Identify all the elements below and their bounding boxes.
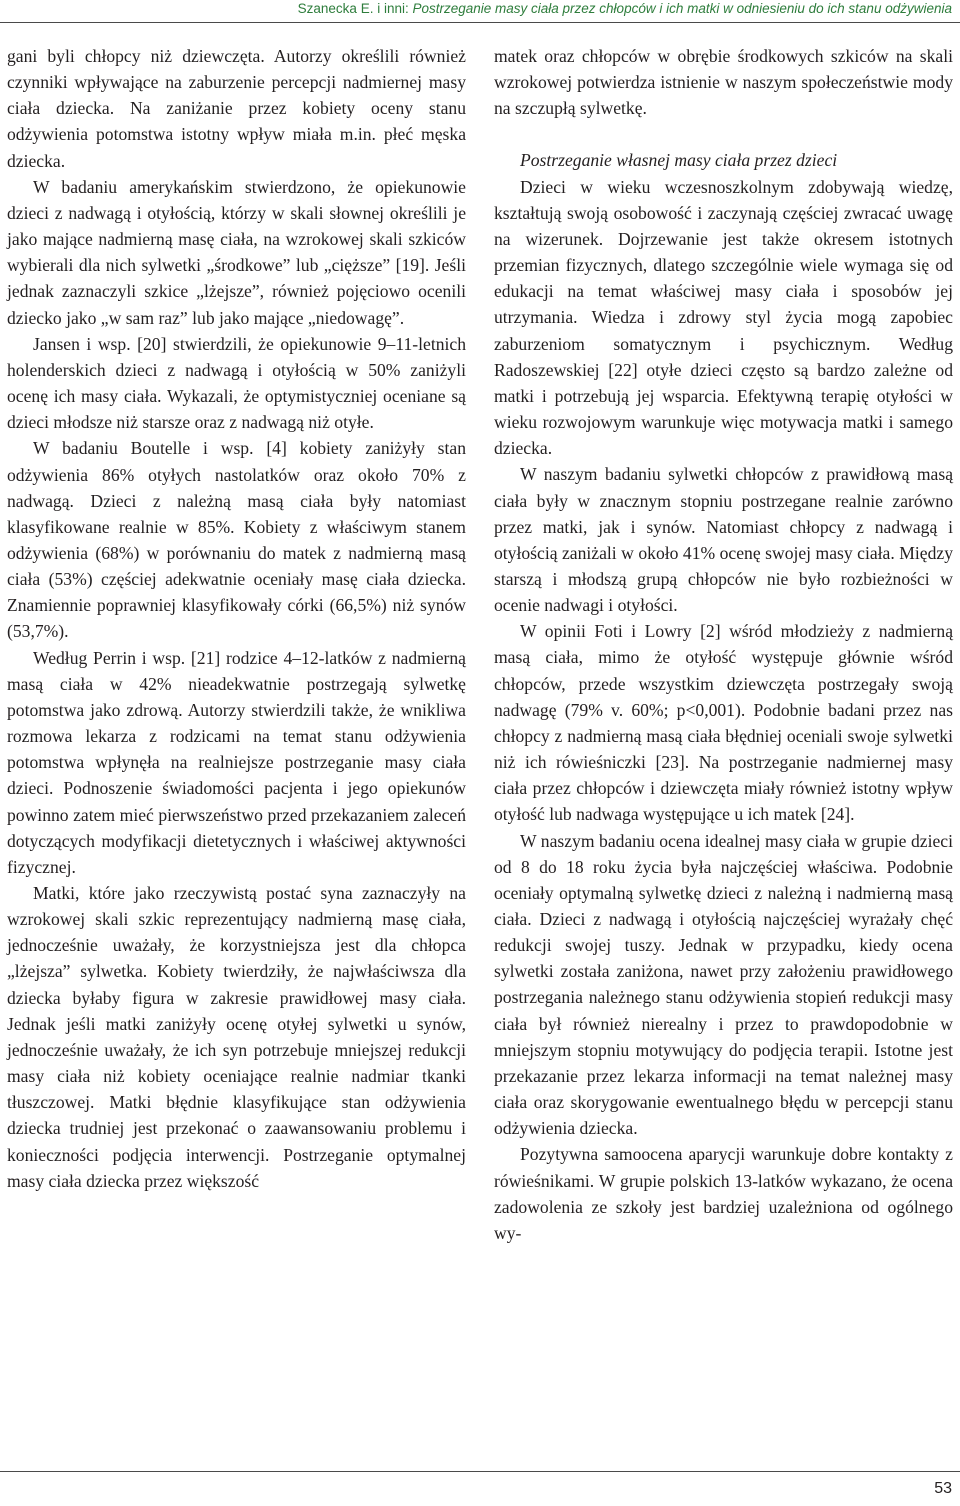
left-column xyxy=(7,43,466,1194)
running-header-text xyxy=(298,1,952,16)
paragraph: W badaniu amerykańskim stwierdzono, że opiekunowie dzieci z nadwagą i otyłością, którzy w skali słownej określili je jako mające nadmierną masę ciała, na wzrokowej skali szkiców wybierali dla nich sylwetki „środkowe” lub „cięższe” [19]. Jeśli jednak zaznaczyli szkice „lżejsze”, również pojęciowo ocenili dziecko jako „w sam raz” lub jako mające „niedowagę”. xyxy=(7,176,466,328)
paragraph: Pozytywna samoocena aparycji warunkuje dobre kontakty z rówieśnikami. W grupie polskich 13-latków wykazano, że ocena zadowolenia ze szkoły jest bardziej uzależniona od ogólnego wy- xyxy=(494,1144,953,1243)
page-number: 53 xyxy=(934,1480,952,1497)
paragraph: Według Perrin i wsp. [21] rodzice 4–12-latków z nadmierną masą ciała w 42% nieadekwatnie postrzegają sylwetkę potomstwa jako zdrową. Autorzy stwierdzili także, że wnikliwa rozmowa lekarza z rodzicami na temat stanu odżywienia potomstwa wpłynęła na realniejsze postrzeganie masy ciała dzieci. Podnoszenie świadomości pacjenta i jego opiekunów powinno zatem mieć pierwszeństwo przed przekazaniem zaleceń dotyczących modyfikacji dietetycznych i właściwej aktywności fizycznej. xyxy=(7,647,466,877)
paragraph: gani byli chłopcy niż dziewczęta. Autorzy określili również czynniki wpływające na zaburzenie percepcji nadmiernej masy ciała dziecka. Na zaniżanie przez kobiety oceny stanu odżywienia potomstwa istotny wpływ miała m.in. płeć męska dziecka. xyxy=(7,46,466,171)
paragraph: W naszym badaniu sylwetki chłopców z prawidłową masą ciała były w znacznym stopniu postrzegane realnie zarówno przez matki, jak i synów. Natomiast chłopcy z nadwagą i otyłością zaniżali w około 41% ocenę swojej masy ciała. Między starszą i młodszą grupą chłopców nie było rozbieżności w ocenie nadwagi i otyłości. xyxy=(494,464,953,616)
paragraph: Jansen i wsp. [20] stwierdzili, że opiekunowie 9–11-letnich holenderskich dzieci z nadwagą i otyłością w 50% zaniżyli ocenę ich masy ciała. Wykazali, że optymistyczniej oceniane są dzieci młodsze niż starsze oraz z nadwagą niż otyłe. xyxy=(7,333,466,433)
section-heading: Postrzeganie własnej masy ciała przez dzieci xyxy=(520,150,838,171)
right-column xyxy=(494,43,953,1246)
footer-rule xyxy=(0,1471,960,1472)
paragraph: W opinii Foti i Lowry [2] wśród młodzieży z nadmierną masą ciała, mimo że otyłość występuje głównie wśród chłopców, przede wszystkim dziewczęta postrzegały swoją nadwagę (79% v. 60%; p<0,001). Podobnie badani przez nas chłopcy z nadmierną masą ciała błędniej oceniali swoje sylwetki niż ich rówieśniczki [23]. Na postrzeganie nadmiernej masy ciała przez chłopców i dziewczęta miały również istotny wpływ otyłość lub nadwaga występujące u ich matek [24]. xyxy=(494,621,953,825)
header-article-title: Postrzeganie masy ciała przez chłopców i ich matki w odniesieniu do ich stanu odżywienia xyxy=(412,1,952,16)
paragraph: W badaniu Boutelle i wsp. [4] kobiety zaniżyły stan odżywienia 86% otyłych nastolatków oraz około 70% z nadwagą. Dzieci z należną masą ciała były natomiast klasyfikowane realnie w 85%. Kobiety z właściwym stanem odżywienia (68%) w porównaniu do matek z nadmierną masą ciała (53%) częściej adekwatnie oceniały masę ciała dziecka. Znamiennie poprawniej klasyfikowały córki (66,5%) niż synów (53,7%). xyxy=(7,438,466,642)
paragraph: W naszym badaniu ocena idealnej masy ciała w grupie dzieci od 8 do 18 roku życia była najczęściej właściwa. Podobnie oceniały optymalną sylwetkę dzieci z należną i nadmierną masą ciała. Dzieci z nadwagą i otyłością najczęściej wyrażały chęć redukcji swojej tuszy. Jednak w przypadku, kiedy ocena sylwetki została zaniżona, nawet przy założeniu prawidłowego postrzegania należnego stanu odżywienia stopień redukcji masy ciała był również nierealny i przez to prawdopodobnie w mniejszym stopniu motywujący do podjęcia terapii. Istotne jest przekazanie przez lekarza informacji na temat należnej masy ciała oraz skorygowanie ewentualnego błędu w percepcji stanu odżywienia dziecka. xyxy=(494,830,953,1139)
paragraph: Dzieci w wieku wczesnoszkolnym zdobywają wiedzę, kształtują swoją osobowość i zaczynają częściej zwracać uwagę na wizerunek. Dojrzewanie jest także okresem istotnych przemian fizycznych, dlatego szczególnie wiele wymaga się od edukacji na temat właściwej masy ciała i sposobów jej utrzymania. Wiedza i zdrowy styl życia mogą zapobiec zaburzeniom somatycznym i psychicznym. Według Radoszewskiej [22] otyłe dzieci często są bardzo zależne od matki i potrzebują jej wsparcia. Efektywną terapię otyłości w wieku rozwojowym warunkuje więc motywacja matki i samego dziecka. xyxy=(494,176,953,459)
paragraph: matek oraz chłopców w obrębie środkowych szkiców na skali wzrokowej potwierdza istnienie w naszym społeczeństwie mody na szczupłą sylwetkę. xyxy=(494,46,953,119)
header-authors: Szanecka E. i inni: xyxy=(297,1,413,16)
paragraph: Matki, które jako rzeczywistą postać syna zaznaczyły na wzrokowej skali szkic reprezentujący nadmierną masę ciała, jednocześnie uważały, że korzystniejsza jest dla chłopca „lżejsza” sylwetka. Kobiety twierdziły, że najwłaściwsza dla dziecka byłaby figura w zakresie prawidłowej masy ciała. Jednak jeśli matki zaniżyły ocenę otyłej sylwetki u synów, jednocześnie uważały, że ich syn potrzebuje mniejszej redukcji masy ciała niż kobiety oceniające realnie nadmiar tkanki tłuszczowej. Matki błędnie klasyfikujące stan odżywienia dziecka trudniej jest przekonać o zaawansowaniu problemu i konieczności podjęcia interwencji. Postrzeganie optymalnej masy ciała dziecka przez większość xyxy=(7,883,466,1191)
running-header xyxy=(0,0,960,23)
